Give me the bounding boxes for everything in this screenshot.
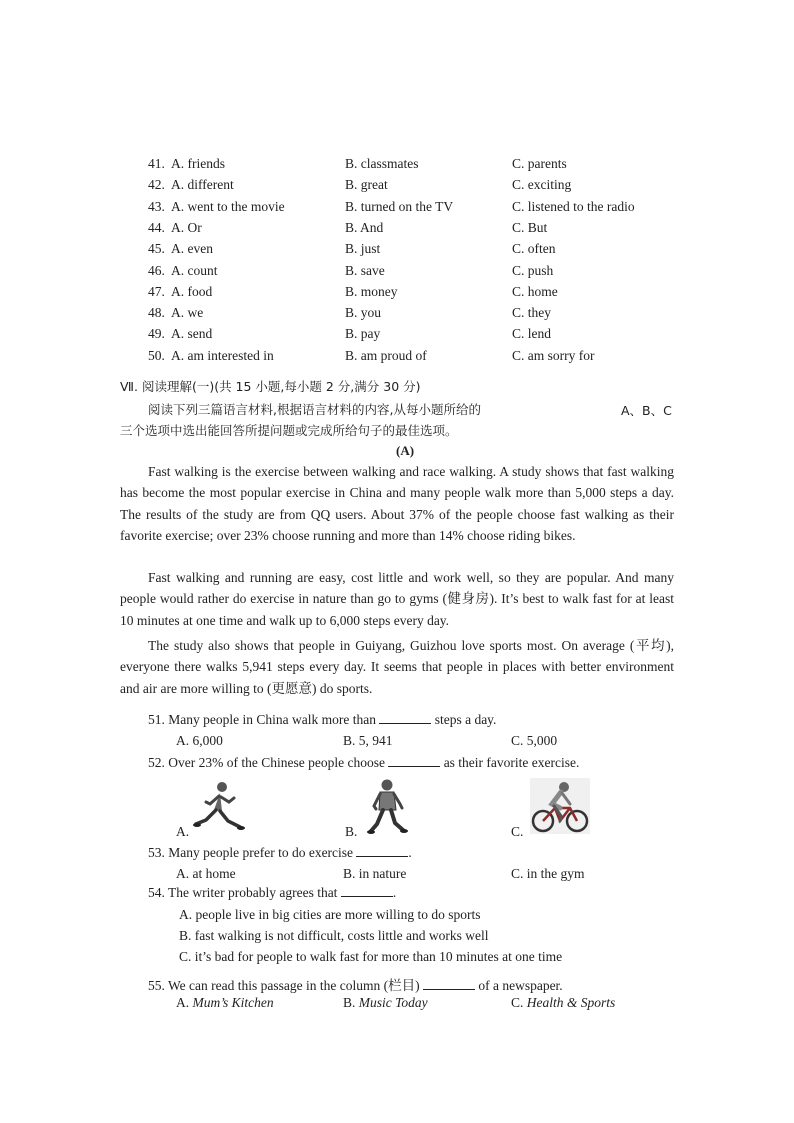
q53-option-b: B. in nature <box>343 866 407 881</box>
cloze-option-c: C. lend <box>512 326 551 342</box>
cloze-option-b: B. pay <box>345 326 381 342</box>
cloze-option-a: A. we <box>171 305 204 321</box>
passage-paragraph-1 <box>120 461 674 546</box>
question-52: 52. Over 23% of the Chinese people choose as their favorite exercise. <box>148 755 580 770</box>
passage-paragraph-3 <box>120 635 674 699</box>
cloze-option-a: A. even <box>171 241 213 257</box>
cloze-number: 44. <box>148 219 165 235</box>
answer-blank <box>423 978 475 990</box>
cloze-option-a: A. went to the movie <box>171 198 285 214</box>
cloze-number: 43. <box>148 198 165 214</box>
cloze-option-a: A. food <box>171 283 213 299</box>
q55-option-a: A. Mum’s Kitchen <box>176 995 274 1010</box>
answer-blank <box>379 712 431 724</box>
cloze-option-b: B. classmates <box>345 156 419 171</box>
q53-option-c: C. in the gym <box>511 866 585 881</box>
cloze-option-b: B. save <box>345 262 385 278</box>
q54-option-c: C. it’s bad for people to walk fast for more than 10 minutes at one time <box>179 949 563 964</box>
cloze-option-b: B. am proud of <box>345 347 427 363</box>
question-55: 55. We can read this passage in the column (栏目) of a newspaper. <box>148 978 563 993</box>
cloze-option-b: B. money <box>345 283 398 299</box>
q55-option-c: C. Health & Sports <box>511 995 616 1010</box>
cycling-figure-icon <box>530 778 590 834</box>
running-figure-icon <box>192 780 252 835</box>
cloze-number: 49. <box>148 326 165 342</box>
cloze-option-a: A. friends <box>171 156 225 171</box>
cloze-option-c: C. often <box>512 241 556 257</box>
cloze-option-b: B. great <box>345 177 388 193</box>
passage-paragraph-2 <box>120 567 674 631</box>
q51-option-a: A. 6,000 <box>176 733 223 748</box>
cloze-option-c: C. push <box>512 262 554 278</box>
q51-option-b: B. 5, 941 <box>343 733 393 748</box>
instruction-line-2: 三个选项中选出能回答所提问题或完成所给句子的最佳选项。 <box>120 423 458 438</box>
passage-label: (A) <box>396 443 415 458</box>
q52-option-c: C. <box>511 824 524 839</box>
cloze-number: 46. <box>148 262 165 278</box>
answer-blank <box>388 755 440 767</box>
cloze-number: 45. <box>148 241 165 257</box>
question-53: 53. Many people prefer to do exercise . <box>148 845 412 860</box>
q54-option-b: B. fast walking is not difficult, costs little and works well <box>179 928 489 943</box>
cloze-option-a: A. send <box>171 326 213 342</box>
q54-option-a: A. people live in big cities are more willing to do sports <box>179 907 481 922</box>
instruction-line-1: 阅读下列三篇语言材料,根据语言材料的内容,从每小题所给的 <box>148 402 481 417</box>
passage-p3-text: The study also shows that people in Guiyang, Guizhou love sports most. On average (平均), everyone there walks 5,941 steps every day. It seems that people in places with better environment and air are more willing to (更愿意) do sports. <box>120 638 674 696</box>
walking-figure-icon <box>365 778 411 836</box>
cloze-number: 48. <box>148 305 165 321</box>
cloze-option-a: A. count <box>171 262 218 278</box>
cloze-option-c: C. parents <box>512 156 567 171</box>
q55-option-b: B. Music Today <box>343 995 428 1010</box>
q51-option-c: C. 5,000 <box>511 733 558 748</box>
section-heading: Ⅶ. 阅读理解(一)(共 15 小题,每小题 2 分,满分 30 分) <box>120 379 421 394</box>
cloze-number: 41. <box>148 156 165 171</box>
answer-blank <box>356 845 408 857</box>
passage-p2-text: Fast walking and running are easy, cost little and work well, so they are popular. And many people would rather do exercise in nature than go to gyms (健身房). It’s best to walk fast for at least 10 minutes at one time and walk up to 6,000 steps every day. <box>120 570 674 628</box>
cloze-option-c: C. But <box>512 219 548 235</box>
cloze-number: 47. <box>148 283 165 299</box>
question-54: 54. The writer probably agrees that . <box>148 885 397 900</box>
passage-p1-text: Fast walking is the exercise between walking and race walking. A study shows that fast walking has become the most popular exercise in China and many people walk more than 5,000 steps a day. The results of the study are from QQ users. About 37% of the people choose fast walking as their favorite exercise; over 23% choose running and more than 14% choose riding bikes. <box>120 464 674 543</box>
question-51: 51. Many people in China walk more than steps a day. <box>148 712 497 727</box>
cloze-option-c: C. am sorry for <box>512 347 595 363</box>
cloze-option-a: A. am interested in <box>171 347 274 363</box>
q52-option-a: A. <box>176 824 190 839</box>
cloze-option-a: A. Or <box>171 219 202 235</box>
cloze-option-b: B. just <box>345 241 381 257</box>
cloze-option-b: B. And <box>345 219 384 235</box>
cloze-option-c: C. listened to the radio <box>512 198 635 214</box>
cloze-option-b: B. turned on the TV <box>345 198 454 214</box>
cloze-number: 42. <box>148 177 165 193</box>
cloze-option-a: A. different <box>171 177 234 193</box>
cloze-option-c: C. exciting <box>512 177 572 193</box>
cloze-option-b: B. you <box>345 305 382 321</box>
q53-option-a: A. at home <box>176 866 236 881</box>
answer-blank <box>341 885 393 897</box>
cloze-number: 50. <box>148 347 165 363</box>
cloze-option-c: C. they <box>512 305 551 321</box>
q52-option-b: B. <box>345 824 358 839</box>
cloze-option-c: C. home <box>512 283 558 299</box>
instruction-options: A、B、C <box>621 403 672 418</box>
